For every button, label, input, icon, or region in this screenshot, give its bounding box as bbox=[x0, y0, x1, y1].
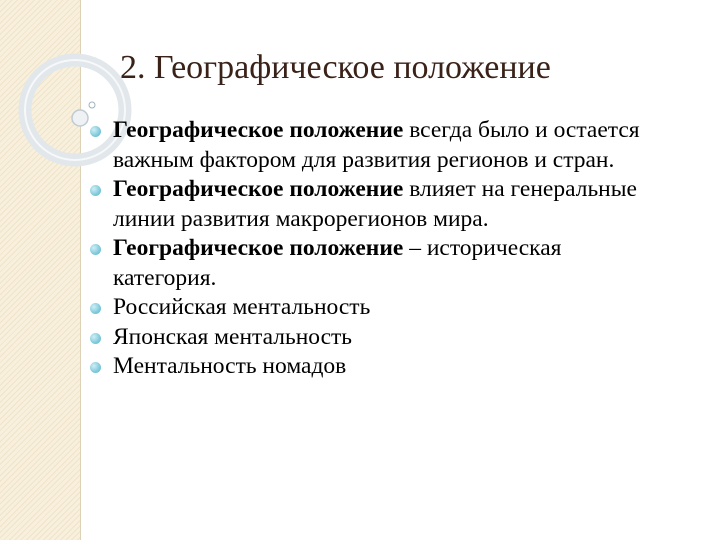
slide-title: 2. Географическое положение bbox=[120, 49, 551, 86]
list-item bbox=[90, 116, 670, 175]
list-item bbox=[90, 323, 670, 353]
list-item bbox=[90, 175, 670, 234]
list-item bbox=[90, 234, 670, 293]
list-item bbox=[90, 352, 670, 382]
bullet-bold-text: Географическое положение bbox=[113, 117, 404, 143]
circle-bullet-icon bbox=[90, 362, 101, 373]
bullet-bold-text: Географическое положение bbox=[113, 176, 404, 202]
bullet-text: – историческая категория. bbox=[113, 235, 562, 291]
bullet-text: Российская ментальность bbox=[113, 294, 371, 320]
list-item bbox=[90, 293, 670, 323]
bullet-text: влияет на генеральные линии развития макрорегионов мира. bbox=[113, 176, 637, 232]
circle-bullet-icon bbox=[90, 126, 101, 137]
circle-bullet-icon bbox=[90, 185, 101, 196]
circle-bullet-icon bbox=[90, 303, 101, 314]
circle-bullet-icon bbox=[90, 244, 101, 255]
bullet-bold-text: Географическое положение bbox=[113, 235, 404, 261]
circle-bullet-icon bbox=[90, 333, 101, 344]
bullet-text: Японская ментальность bbox=[113, 323, 353, 350]
bullet-text: Ментальность номадов bbox=[113, 353, 347, 379]
bullet-list bbox=[90, 116, 670, 382]
bullet-text: всегда было и остается важным фактором для развития регионов и стран. bbox=[113, 117, 640, 173]
